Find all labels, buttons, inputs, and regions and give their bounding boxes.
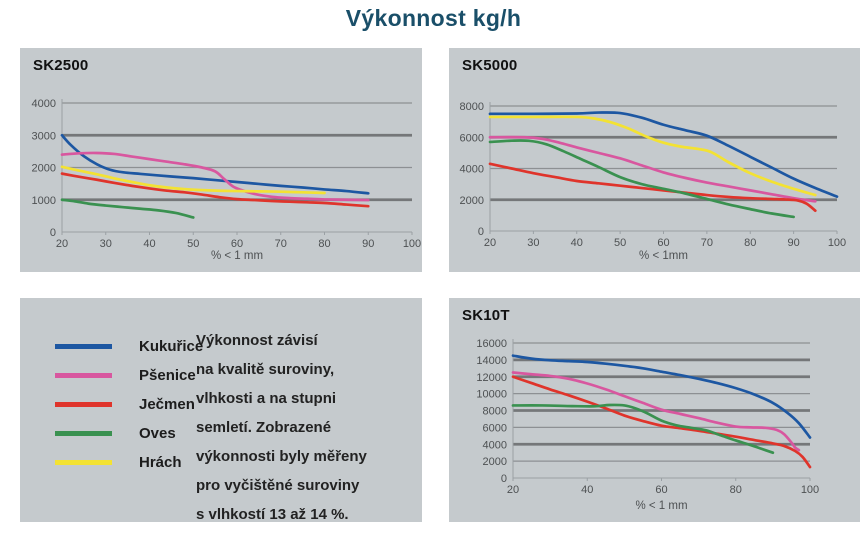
legend-item <box>55 450 203 474</box>
note-line: semletí. Zobrazené <box>196 419 332 436</box>
svg-text:4000: 4000 <box>459 163 484 176</box>
svg-text:3000: 3000 <box>31 130 56 143</box>
hrach-line-swatch <box>55 460 112 465</box>
svg-text:20: 20 <box>506 484 520 496</box>
svg-text:2000: 2000 <box>459 194 484 207</box>
svg-text:40: 40 <box>581 484 594 496</box>
chart-panel-sk10t <box>449 298 860 522</box>
kukurice-line-swatch <box>55 344 112 349</box>
svg-text:8000: 8000 <box>459 101 484 113</box>
svg-text:% < 1 mm: % < 1 mm <box>210 250 264 262</box>
svg-text:14000: 14000 <box>476 354 507 367</box>
svg-text:2000: 2000 <box>31 162 56 175</box>
legend-item <box>55 421 203 445</box>
legend-panel <box>20 298 422 522</box>
svg-text:80: 80 <box>318 238 331 250</box>
svg-text:1000: 1000 <box>31 194 56 207</box>
svg-text:30: 30 <box>99 238 112 250</box>
svg-text:100: 100 <box>402 238 422 250</box>
svg-text:16000: 16000 <box>476 338 507 350</box>
note-line: s vlhkostí 13 až 14 %. <box>196 506 349 523</box>
svg-text:6000: 6000 <box>459 132 484 145</box>
svg-text:12000: 12000 <box>476 371 507 384</box>
svg-text:0: 0 <box>477 226 484 238</box>
svg-text:100: 100 <box>800 484 820 496</box>
psenice-line-swatch <box>55 373 112 378</box>
legend-item <box>55 392 203 416</box>
note-line: výkonnosti byly měřeny <box>196 448 367 465</box>
legend-note <box>196 326 367 529</box>
svg-text:50: 50 <box>187 238 200 250</box>
note-line: Výkonnost závisí <box>196 332 318 349</box>
svg-text:80: 80 <box>744 237 757 249</box>
svg-text:% < 1 mm: % < 1 mm <box>635 500 688 512</box>
svg-text:100: 100 <box>827 237 847 249</box>
svg-text:8000: 8000 <box>482 405 507 418</box>
svg-text:0: 0 <box>49 227 56 239</box>
svg-text:% < 1mm: % < 1mm <box>639 250 688 262</box>
svg-text:4000: 4000 <box>31 98 56 110</box>
svg-text:4000: 4000 <box>482 439 507 452</box>
svg-text:60: 60 <box>230 238 244 250</box>
chart-title-sk10t: SK10T <box>462 307 510 324</box>
legend-item <box>55 334 203 358</box>
svg-text:0: 0 <box>500 473 507 485</box>
chart-panel-sk2500 <box>20 48 422 272</box>
legend-label: Hrách <box>139 453 182 471</box>
svg-text:60: 60 <box>655 484 668 496</box>
svg-text:70: 70 <box>274 238 287 250</box>
legend-label: Pšenice <box>139 366 196 384</box>
svg-text:40: 40 <box>143 238 156 250</box>
sk2500-chart <box>20 48 422 272</box>
svg-text:50: 50 <box>614 237 627 249</box>
svg-text:90: 90 <box>787 237 800 249</box>
page-title: Výkonnost kg/h <box>345 5 522 31</box>
chart-panel-sk5000 <box>449 48 860 272</box>
note-line: pro vyčištěné suroviny <box>196 477 360 494</box>
svg-text:20: 20 <box>483 237 497 249</box>
legend-item <box>55 363 203 387</box>
oves-line-swatch <box>55 431 112 436</box>
legend-label: Ječmen <box>139 395 195 413</box>
svg-text:10000: 10000 <box>476 388 507 401</box>
svg-text:20: 20 <box>55 238 69 250</box>
legend-label: Kukuřice <box>139 337 204 355</box>
svg-text:2000: 2000 <box>482 456 507 469</box>
svg-text:6000: 6000 <box>482 422 507 435</box>
sk5000-chart <box>449 48 860 272</box>
note-line: na kvalitě suroviny, <box>196 361 335 378</box>
sk10t-chart <box>449 298 860 522</box>
jecmen-line-swatch <box>55 402 112 407</box>
svg-text:40: 40 <box>570 237 583 249</box>
svg-text:80: 80 <box>729 484 742 496</box>
note-line: vlhkosti a na stupni <box>196 390 337 407</box>
legend-items <box>55 334 203 479</box>
legend-label: Oves <box>139 424 176 442</box>
chart-title-sk2500: SK2500 <box>33 57 89 74</box>
svg-text:70: 70 <box>700 237 713 249</box>
svg-text:90: 90 <box>362 238 375 250</box>
svg-text:30: 30 <box>527 237 540 249</box>
chart-title-sk5000: SK5000 <box>462 57 518 74</box>
svg-text:60: 60 <box>657 237 670 249</box>
